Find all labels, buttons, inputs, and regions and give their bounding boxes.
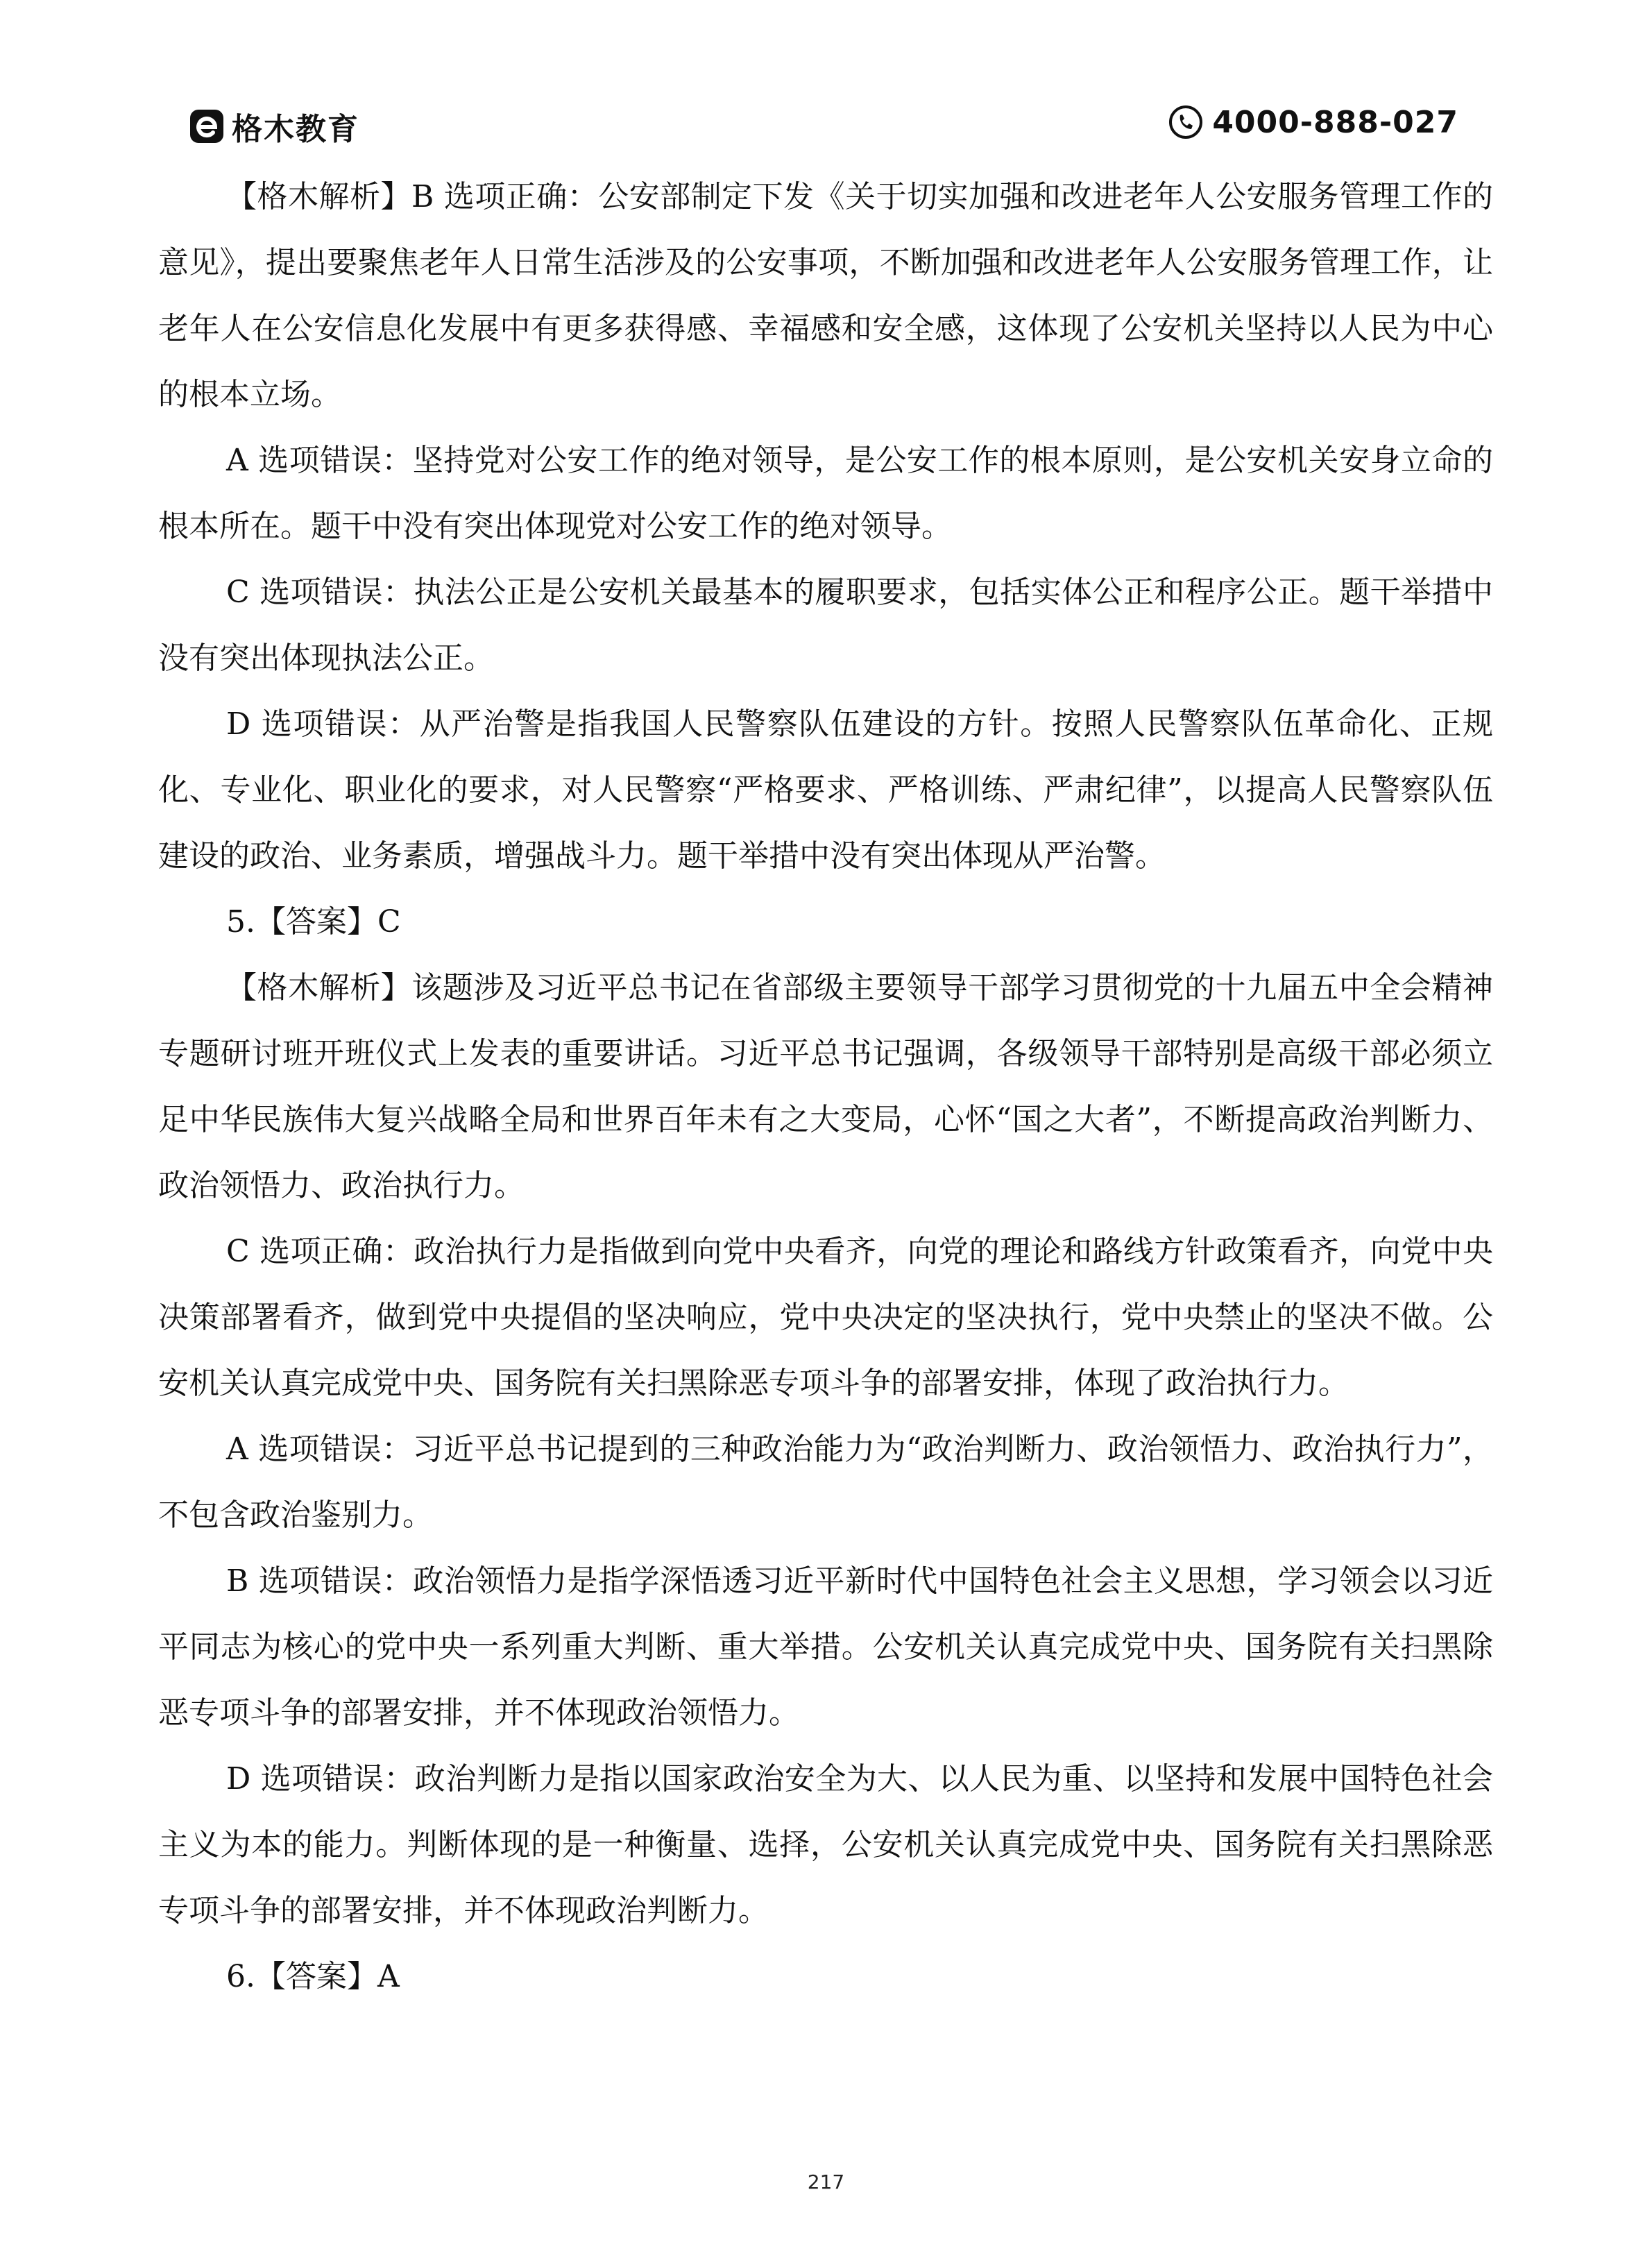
brand-logo bbox=[189, 104, 359, 148]
page-header bbox=[189, 104, 1458, 150]
paragraph: A 选项错误：习近平总书记提到的三种政治能力为“政治判断力、政治领悟力、政治执行力”，不包含政治鉴别力。 bbox=[158, 1432, 1493, 1533]
paragraph: A 选项错误：坚持党对公安工作的绝对领导，是公安工作的根本原则，是公安机关安身立命的根本所在。题干中没有突出体现党对公安工作的绝对领导。 bbox=[158, 443, 1493, 544]
hotline bbox=[1168, 104, 1458, 140]
paragraph: C 选项错误：执法公正是公安机关最基本的履职要求，包括实体公正和程序公正。题干举措中没有突出体现执法公正。 bbox=[158, 575, 1493, 676]
page-number: 217 bbox=[807, 2171, 845, 2193]
answer-heading: 6.【答案】A bbox=[226, 1959, 400, 1994]
hotline-number: 4000-888-027 bbox=[1212, 104, 1458, 140]
paragraph: B 选项错误：政治领悟力是指学深悟透习近平新时代中国特色社会主义思想，学习领会以习近平同志为核心的党中央一系列重大判断、重大举措。公安机关认真完成党中央、国务院有关扫黑除恶专项斗争的部署安排，并不体现政治领悟力。 bbox=[158, 1563, 1493, 1731]
answer-heading: 5.【答案】C bbox=[226, 904, 401, 940]
logo-icon bbox=[189, 108, 225, 144]
paragraph: D 选项错误：从严治警是指我国人民警察队伍建设的方针。按照人民警察队伍革命化、正规化、专业化、职业化的要求，对人民警察“严格要求、严格训练、严肃纪律”，以提高人民警察队伍建设的政治、业务素质，增强战斗力。题干举措中没有突出体现从严治警。 bbox=[158, 706, 1494, 874]
paragraph: 【格木解析】B 选项正确：公安部制定下发《关于切实加强和改进老年人公安服务管理工作的意见》，提出要聚焦老年人日常生活涉及的公安事项，不断加强和改进老年人公安服务管理工作，让老年人在公安信息化发展中有更多获得感、幸福感和安全感，这体现了公安机关坚持以人民为中心的根本立场。 bbox=[158, 179, 1493, 412]
paragraph: C 选项正确：政治执行力是指做到向党中央看齐，向党的理论和路线方针政策看齐，向党中央决策部署看齐，做到党中央提倡的坚决响应，党中央决定的坚决执行，党中央禁止的坚决不做。公安机关认真完成党中央、国务院有关扫黑除恶专项斗争的部署安排，体现了政治执行力。 bbox=[158, 1234, 1493, 1401]
paragraph: 【格木解析】该题涉及习近平总书记在省部级主要领导干部学习贯彻党的十九届五中全会精神专题研讨班开班仪式上发表的重要讲话。习近平总书记强调，各级领导干部特别是高级干部必须立足中华民族伟大复兴战略全局和世界百年未有之大变局，心怀“国之大者”，不断提高政治判断力、政治领悟力、政治执行力。 bbox=[158, 970, 1493, 1203]
phone-icon bbox=[1168, 104, 1204, 140]
document-body bbox=[158, 164, 1493, 2010]
paragraph: D 选项错误：政治判断力是指以国家政治安全为大、以人民为重、以坚持和发展中国特色社会主义为本的能力。判断体现的是一种衡量、选择，公安机关认真完成党中央、国务院有关扫黑除恶专项斗争的部署安排，并不体现政治判断力。 bbox=[158, 1761, 1493, 1928]
brand-name: 格木教育 bbox=[232, 112, 359, 147]
